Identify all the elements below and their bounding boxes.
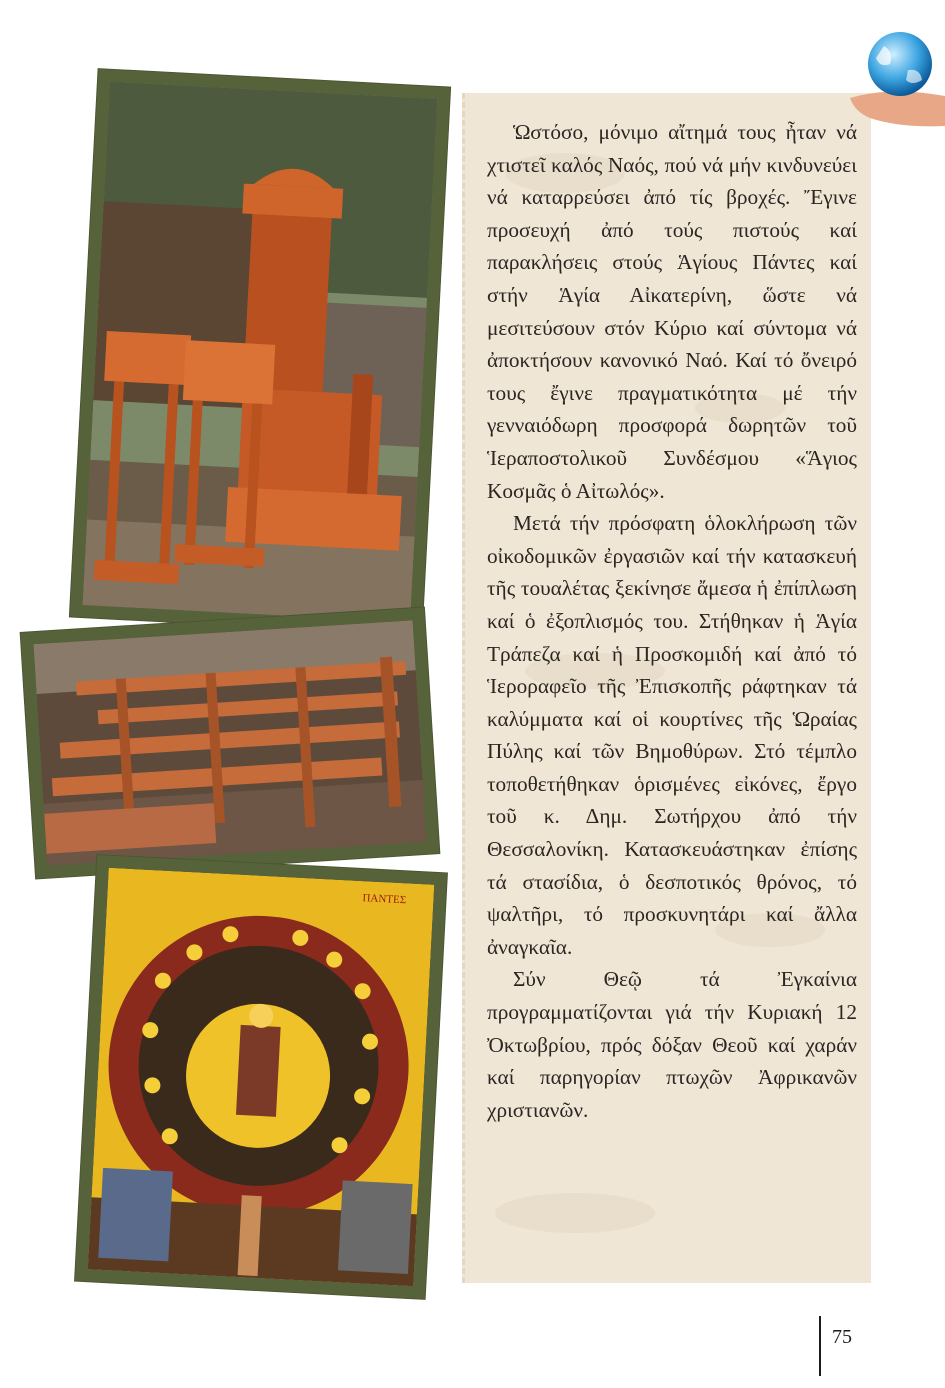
globe-in-hand-icon	[850, 26, 945, 136]
page-number: 75	[832, 1326, 852, 1348]
paragraph-1: Ὡστόσο, μόνιμο αἴτημά τους ἦταν νά χτιστεῖ καλός Ναός, πού νά μήν κινδυνεύει νά καταρρεύσει ἀπό τίς βροχές. Ἔγινε προσευχή ἀπό τούς πιστούς καί παρακλήσεις στούς Ἁγίους Πάντες καί στήν Ἁγία Αἰκατερίνη, ὥστε νά μεσιτεύσουν στόν Κύριο καί σύντομα νά ἀποκτήσουν κανονικό Ναό. Καί τό ὄνειρό τους ἔγινε πραγματικότητα μέ τήν γενναιόδωρη προσφορά δωρητῶν τοῦ Ἱεραποστολικοῦ Συνδέσμου «Ἅγιος Κοσμᾶς ὁ Αἰτωλός».	[487, 120, 857, 503]
photo-icon-all-saints	[75, 855, 447, 1299]
page-number-rule	[819, 1316, 821, 1376]
icon-inscription: ΠΑΝΤΕΣ	[362, 892, 407, 907]
paragraph-3: Σύν Θεῷ τά Ἐγκαίνια προγραμματίζονται γιά τήν Κυριακή 12 Ὀκτωβρίου, πρός δόξαν Θεοῦ καί χαράν καί παρηγορίαν πτωχῶν Ἀφρικανῶν χριστιανῶν.	[487, 967, 857, 1122]
article-body	[487, 116, 857, 1126]
photo-wooden-pews	[21, 608, 440, 879]
photo-wooden-throne	[70, 69, 450, 635]
paragraph-2: Μετά τήν πρόσφατη ὁλοκλήρωση τῶν οἰκοδομικῶν ἐργασιῶν καί τήν κατασκευή τῆς τουαλέτας ξεκίνησε ἄμεσα ἡ ἐπίπλωση καί ὁ ἐξοπλισμός του. Στήθηκαν ἡ Ἁγία Τράπεζα καί ἡ Προσκομιδή καί ἀπό τό Ἱεροραφεῖο τῆς Ἐπισκοπῆς ράφτηκαν τά καλύμματα καί οἱ κουρτίνες τῆς Ὡραίας Πύλης καί τῶν Βημοθύρων. Στό τέμπλο τοποθετήθηκαν ὁρισμένες εἰκόνες, ἔργο τοῦ κ. Δημ. Σωτήρχου ἀπό τήν Θεσσαλονίκη. Κατασκευάστηκαν ἐπίσης τά στασίδια, ὁ δεσποτικός θρόνος, τό ψαλτῆρι, τό προσκυνητάρι καί ἄλλα ἀναγκαῖα.	[487, 511, 857, 959]
